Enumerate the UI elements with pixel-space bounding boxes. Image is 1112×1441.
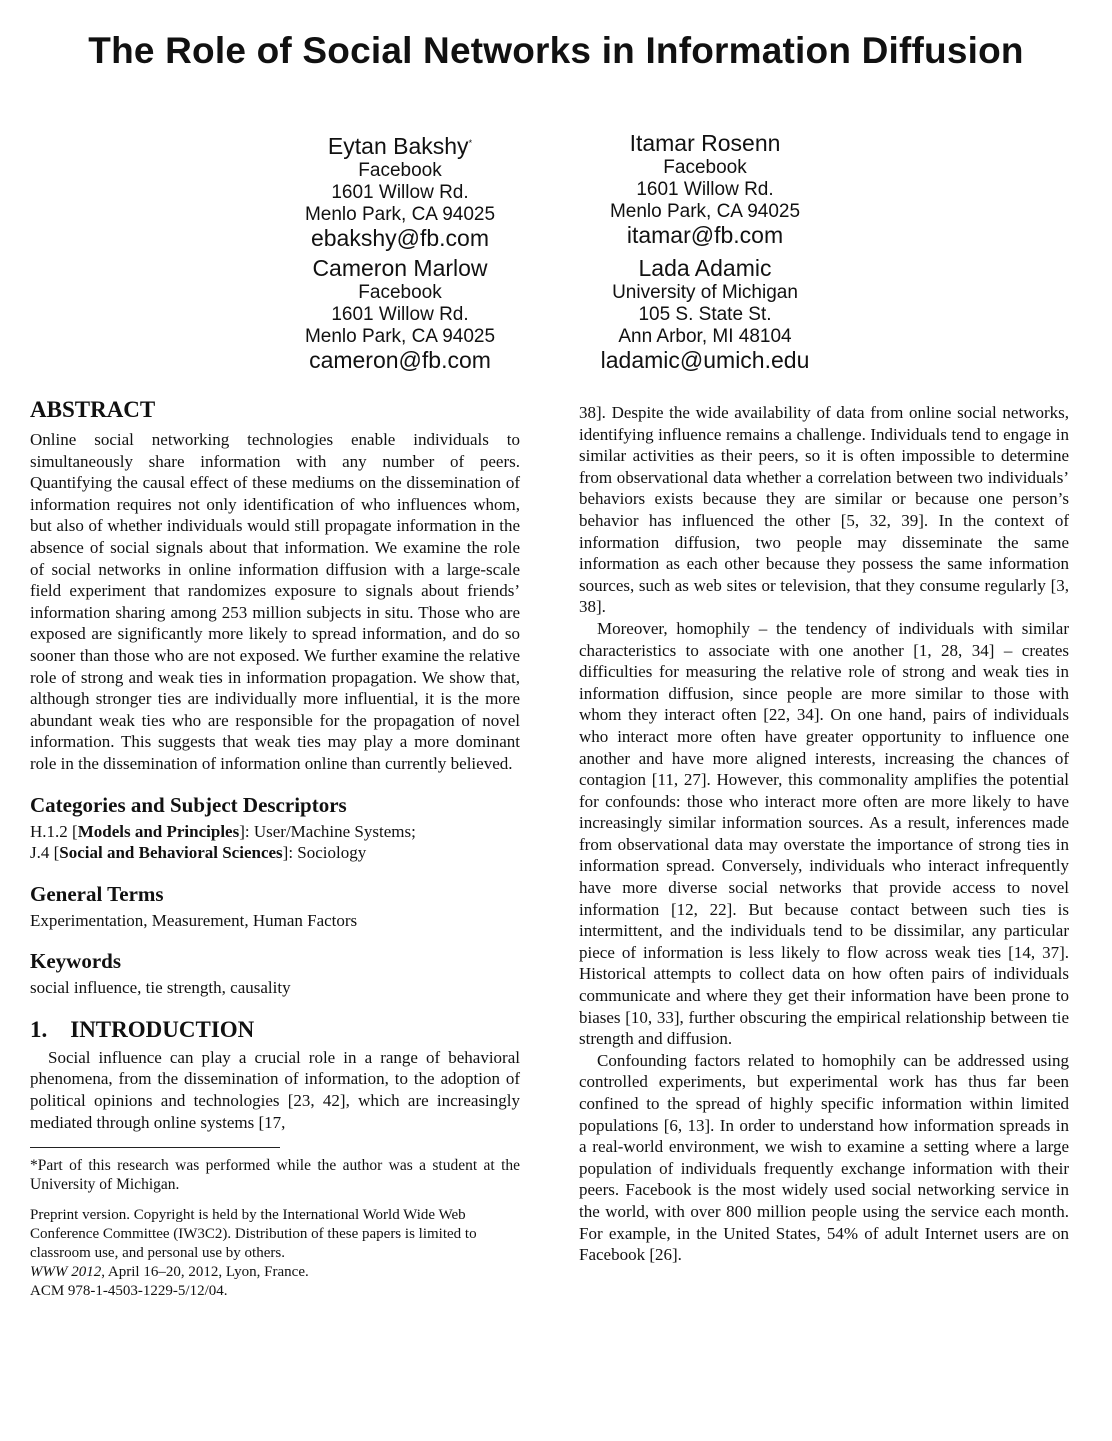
right-paragraph-3: Confounding factors related to homophily can be addressed using controlled experiments, but experimental work has thus far been confined to the spread of highly specific information within limited populations [6, 13]. In order to understand how information spreads in a real-world environment, we wish to examine a setting where a large population of individuals frequently exchange information with their peers. Facebook is the most widely used social networking service in the world, with over 800 million people using the service each month. For example, in the United States, 54% of adult Internet users are on Facebook [26]. (579, 1050, 1069, 1265)
venue-line: WWW 2012, April 16–20, 2012, Lyon, France. (30, 1264, 309, 1281)
categories-line-1: H.1.2 [Models and Principles]: User/Machine Systems; (30, 821, 416, 841)
right-column (579, 402, 1069, 1266)
general-terms-text: Experimentation, Measurement, Human Factors (30, 910, 358, 930)
author-city: Menlo Park, CA 94025 (304, 326, 496, 347)
paper-title: The Role of Social Networks in Information Diffusion (88, 30, 1024, 71)
general-terms-heading: General Terms (30, 881, 164, 906)
acm-identifier: ACM 978-1-4503-1229-5/12/04. (30, 1283, 228, 1300)
author-email[interactable]: ebakshy@fb.com (310, 225, 490, 251)
categories-heading: Categories and Subject Descriptors (30, 792, 347, 817)
author-name: Eytan Bakshy (327, 133, 469, 159)
right-paragraph-2: Moreover, homophily – the tendency of individuals with similar characteristics to associate with one another [1, 28, 34] – creates difficulties for measuring the relative role of strong and weak ties in information diffusion, since people are more similar to those with whom they interact often [22, 34]. On one hand, pairs of individuals who interact more often have greater opportunity to influence one another and have more aligned interests, increasing the chances of contagion [11, 27]. However, this commonality amplifies the potential for confounds: those who interact more often are more likely to have increasingly similar information sources. As a result, inferences made from observational data may overstate the importance of strong ties in information spread. Conversely, individuals who interact infrequently have more diverse social networks that provide access to novel information [12, 22]. But because contact between such ties is intermittent, and the individuals tend to be dissimilar, any particular piece of information is less likely to flow across weak ties [14, 37]. Historical attempts to collect data on how often pairs of individuals communicate and where they get their information have been prone to biases [10, 33], further obscuring the empirical relationship between tie strength and diffusion. (579, 618, 1069, 1049)
copyright-text: Preprint version. Copyright is held by the International World Wide Web Conference Committee (IW3C2). Distribution of these papers is limited to classroom use, and personal use by others. (30, 1207, 477, 1262)
copyright-notice (30, 1206, 520, 1301)
author-city: Ann Arbor, MI 48104 (618, 326, 792, 347)
author-footnote: *Part of this research was performed while the author was a student at the University of Michigan. (30, 1157, 520, 1194)
author-org: Facebook (358, 160, 442, 181)
author-org: Facebook (358, 282, 442, 303)
introduction-paragraph: Social influence can play a crucial role in a range of behavioral phenomena, from the dissemination of information, to the adoption of political opinions and technologies [23, 42], which are increasingly mediated through online systems [17, (30, 1047, 520, 1132)
author-street: 1601 Willow Rd. (331, 304, 469, 325)
abstract-heading: ABSTRACT (30, 397, 156, 422)
author-street: 1601 Willow Rd. (636, 179, 774, 200)
author-org: Facebook (663, 157, 747, 178)
left-column (30, 395, 520, 1301)
categories-line-2: J.4 [Social and Behavioral Sciences]: Sociology (30, 843, 367, 863)
keywords-text: social influence, tie strength, causality (30, 978, 291, 998)
author-city: Menlo Park, CA 94025 (304, 204, 496, 225)
author-name: Itamar Rosenn (629, 130, 781, 156)
footnote-divider (30, 1147, 280, 1148)
author-block-3 (240, 255, 560, 372)
author-email[interactable]: itamar@fb.com (626, 222, 784, 248)
author-block-2 (545, 130, 865, 247)
author-street: 105 S. State St. (638, 304, 772, 325)
author-name: Cameron Marlow (312, 255, 488, 281)
author-street: 1601 Willow Rd. (331, 182, 469, 203)
author-email[interactable]: ladamic@umich.edu (600, 347, 810, 373)
author-email[interactable]: cameron@fb.com (309, 347, 491, 373)
author-block-1 (240, 130, 560, 250)
right-paragraph-1: 38]. Despite the wide availability of data from online social networks, identifying influence remains a challenge. Individuals tend to engage in similar activities as their peers, so it is often impossible to determine from observational data whether a correlation between two individuals’ behaviors exists because they are similar or because one person’s behavior has influenced the other [5, 32, 39]. In the context of information diffusion, two people may disseminate the same information as each other because they possess the same information sources, such as web sites or television, that they consume regularly [3, 38]. (579, 403, 1069, 617)
author-city: Menlo Park, CA 94025 (609, 201, 801, 222)
author-footnote-mark: * (468, 138, 473, 148)
author-name: Lada Adamic (638, 255, 772, 281)
introduction-heading: 1. INTRODUCTION (30, 1016, 255, 1042)
abstract-text: Online social networking technologies enable individuals to simultaneously share information with any number of peers. Quantifying the causal effect of these mediums on the dissemination of information requires not only identification of who influences whom, but also of whether individuals would still propagate information in the absence of social signals about that information. We examine the role of social networks in online information diffusion with a large-scale field experiment that randomizes exposure to signals about friends’ information sharing among 253 million subjects in situ. Those who are exposed are significantly more likely to spread information, and do so sooner than those who are not exposed. We further examine the relative role of strong and weak ties in information propagation. We show that, although stronger ties are individually more influential, it is the more abundant weak ties who are responsible for the propagation of novel information. This suggests that weak ties may play a more dominant role in the dissemination of information online than currently believed. (30, 430, 520, 773)
keywords-heading: Keywords (30, 949, 121, 974)
author-org: University of Michigan (612, 282, 798, 303)
author-block-4 (545, 255, 865, 372)
